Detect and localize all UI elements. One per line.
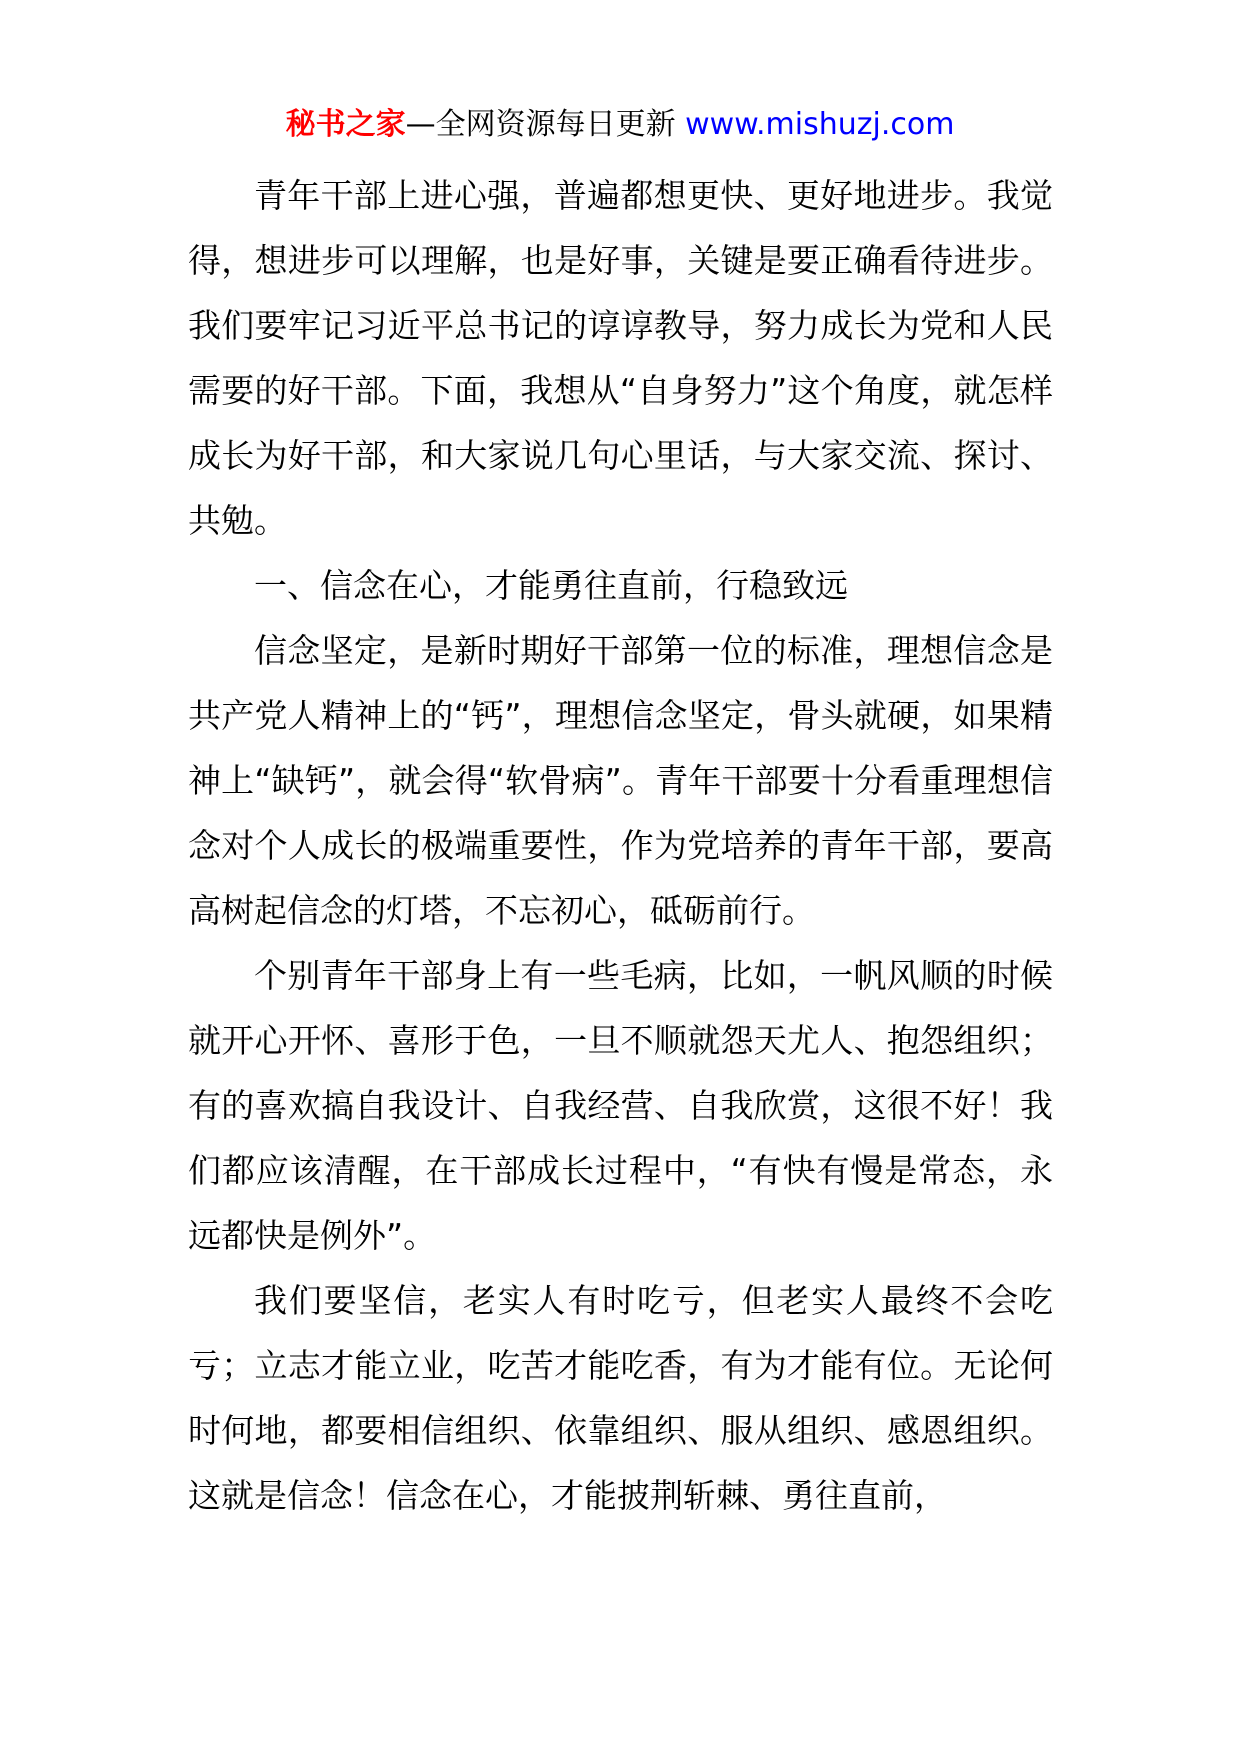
body-paragraph: 信念坚定，是新时期好干部第一位的标准，理想信念是共产党人精神上的“钙”，理想信念坚定，骨头就硬，如果精神上“缺钙”，就会得“软骨病”。青年干部要十分看重理想信念对个人成长的极端重要性，作为党培养的青年干部，要高高树起信念的灯塔，不忘初心，砥砺前行。: [188, 631, 1053, 930]
body-paragraph: 我们要坚信，老实人有时吃亏，但老实人最终不会吃亏；立志才能立业，吃苦才能吃香，有为才能有位。无论何时何地，都要相信组织、依靠组织、服从组织、感恩组织。这就是信念！信念在心，才能披荆斩棘、勇往直前，: [188, 1281, 1053, 1515]
header-tagline: —全网资源每日更新: [405, 107, 686, 142]
document-body: [188, 163, 1053, 1528]
watermark-header: [0, 102, 1240, 148]
intro-paragraph: 青年干部上进心强，普遍都想更快、更好地进步。我觉得，想进步可以理解，也是好事，关键是要正确看待进步。我们要牢记习近平总书记的谆谆教导，努力成长为党和人民需要的好干部。下面，我想从“自身努力”这个角度，就怎样成长为好干部，和大家说几句心里话，与大家交流、探讨、共勉。: [188, 176, 1053, 540]
section-heading: 一、信念在心，才能勇往直前，行稳致远: [254, 566, 848, 605]
body-paragraph: 个别青年干部身上有一些毛病，比如，一帆风顺的时候就开心开怀、喜形于色，一旦不顺就怨天尤人、抱怨组织；有的喜欢搞自我设计、自我经营、自我欣赏，这很不好！我们都应该清醒，在干部成长过程中，“有快有慢是常态，永远都快是例外”。: [188, 956, 1053, 1255]
brand-name: 秘书之家: [285, 107, 406, 142]
site-url-link[interactable]: www.mishuzj.com: [685, 107, 955, 142]
